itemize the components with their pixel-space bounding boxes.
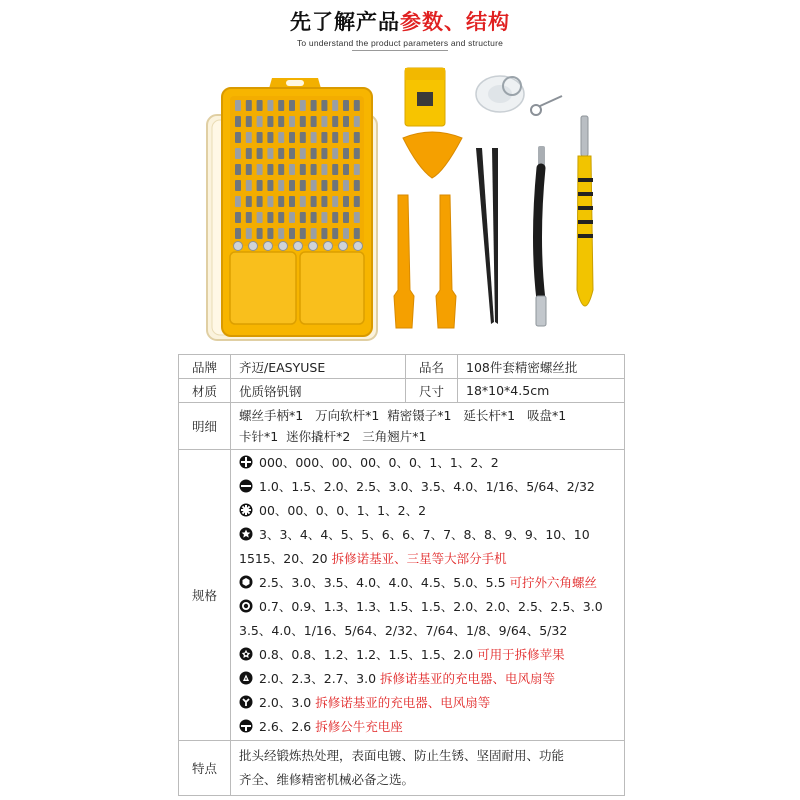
bit (354, 196, 360, 207)
bit (246, 196, 252, 207)
spec-note: 拆修诺基亚的充电器、电风扇等 (315, 695, 491, 710)
spec-row (239, 570, 624, 594)
bit (267, 212, 273, 223)
spec-row (239, 594, 624, 618)
bit (235, 132, 241, 143)
spec-row (239, 690, 624, 714)
bit (311, 212, 317, 223)
socket-bit (354, 242, 363, 251)
pentalobe-icon (239, 647, 253, 661)
bit (332, 228, 338, 239)
bit (354, 132, 360, 143)
bit (321, 180, 327, 191)
spec-table (178, 354, 625, 796)
bit (289, 132, 295, 143)
product-illustration (200, 60, 600, 348)
socket-bit (234, 242, 243, 251)
bit (246, 148, 252, 159)
table-row (179, 355, 625, 379)
feature-label: 特点 (179, 741, 231, 796)
bit (235, 180, 241, 191)
bit (343, 116, 349, 127)
spec-row (239, 618, 624, 642)
socket-row (234, 242, 363, 251)
bit (332, 100, 338, 111)
bit (311, 132, 317, 143)
bit (278, 148, 284, 159)
spec-values: 0.7、0.9、1.3、1.3、1.5、1.5、2.0、2.0、2.5、2.5、3.0 (259, 599, 603, 614)
spec-values: 1515、20、20 (239, 551, 328, 566)
bit (278, 212, 284, 223)
spec-row (239, 522, 624, 546)
bit (257, 228, 263, 239)
suction-cup (476, 76, 524, 112)
bit (300, 116, 306, 127)
feature-line-1: 批头经锻炼热处理，表面电镀、防止生锈、坚固耐用、功能 (239, 748, 565, 763)
bit (246, 228, 252, 239)
spec-values: 2.0、2.3、2.7、3.0 (259, 671, 377, 686)
spec-row (239, 474, 624, 498)
details-line-2: 卡针*1 迷你撬杆*2 三角翘片*1 (239, 429, 427, 444)
hex-socket-icon (239, 575, 253, 589)
triangle-icon (239, 671, 253, 685)
bit (267, 116, 273, 127)
page-header (0, 6, 800, 48)
spec-row (239, 498, 624, 522)
spec-label: 规格 (179, 450, 231, 741)
bit (257, 116, 263, 127)
spec-note: 拆修诺基亚、三星等大部分手机 (331, 551, 507, 566)
bit (257, 180, 263, 191)
spec-row (239, 714, 624, 738)
spec-note: 拆修诺基亚的充电器、电风扇等 (380, 671, 556, 686)
spec-row (239, 546, 624, 570)
socket-bit (309, 242, 318, 251)
spec-values: 1.0、1.5、2.0、2.5、3.0、3.5、4.0、1/16、5/64、2/32 (259, 479, 595, 494)
bit (332, 116, 338, 127)
table-row (179, 741, 625, 796)
socket-bit (279, 242, 288, 251)
bit (311, 164, 317, 175)
bit (343, 132, 349, 143)
spec-values: 3.5、4.0、1/16、5/64、2/32、7/64、1/8、9/64、5/32 (239, 623, 568, 638)
bit (332, 164, 338, 175)
bit (300, 100, 306, 111)
bit (289, 228, 295, 239)
bit (332, 132, 338, 143)
spec-values: 0.8、0.8、1.2、1.2、1.5、1.5、2.0 (259, 647, 474, 662)
bit (289, 164, 295, 175)
bit (311, 196, 317, 207)
bit (300, 228, 306, 239)
bit (278, 228, 284, 239)
bit (267, 196, 273, 207)
bit (343, 148, 349, 159)
bit (311, 180, 317, 191)
bit (257, 164, 263, 175)
bit (235, 100, 241, 111)
bit (354, 100, 360, 111)
title-red-part: 参数、结构 (400, 10, 510, 34)
hex-bit-icon (239, 599, 253, 613)
bit (354, 228, 360, 239)
spec-value (231, 450, 625, 741)
pry-bar-left (394, 195, 414, 328)
sim-pin (531, 96, 562, 115)
bit (321, 132, 327, 143)
bit (300, 196, 306, 207)
bit (289, 212, 295, 223)
bit (354, 164, 360, 175)
bit (278, 132, 284, 143)
spec-values: 2.5、3.0、3.5、4.0、4.0、4.5、5.0、5.5 (259, 575, 506, 590)
details-label: 明细 (179, 403, 231, 450)
spec-values: 3、3、4、4、5、5、6、6、7、7、8、8、9、9、10、10 (259, 527, 590, 542)
bit (257, 100, 263, 111)
bit (267, 100, 273, 111)
bit (257, 212, 263, 223)
bit (289, 100, 295, 111)
bit (267, 148, 273, 159)
spec-values: 2.6、2.6 (259, 719, 312, 734)
bit (235, 164, 241, 175)
bit (321, 212, 327, 223)
bit (343, 212, 349, 223)
tweezers (476, 148, 498, 324)
slotted-icon (239, 479, 253, 493)
bit (343, 180, 349, 191)
bit (257, 132, 263, 143)
bit (311, 228, 317, 239)
bit (278, 116, 284, 127)
bit (246, 100, 252, 111)
bit (321, 196, 327, 207)
spec-note: 可拧外六角螺丝 (509, 575, 598, 590)
screwdriver-handle (577, 116, 593, 306)
details-value (231, 403, 625, 450)
y-tip-icon (239, 695, 253, 709)
bit (300, 180, 306, 191)
bit (278, 180, 284, 191)
bit (332, 148, 338, 159)
bit (354, 116, 360, 127)
bit (332, 180, 338, 191)
bit (321, 164, 327, 175)
pozidriv-icon (239, 503, 253, 517)
pry-bar-right (436, 195, 456, 328)
table-row (179, 379, 625, 403)
bit (267, 180, 273, 191)
bit (354, 148, 360, 159)
feature-value (231, 741, 625, 796)
bit (343, 100, 349, 111)
bit (311, 100, 317, 111)
bit (311, 148, 317, 159)
bit (289, 148, 295, 159)
name-label: 品名 (406, 355, 458, 379)
bit (343, 196, 349, 207)
socket-bit (339, 242, 348, 251)
bit (321, 228, 327, 239)
spec-row (239, 642, 624, 666)
bit (278, 164, 284, 175)
bit (267, 228, 273, 239)
bit (278, 196, 284, 207)
bull-icon (239, 719, 253, 733)
bit (246, 212, 252, 223)
bit (332, 212, 338, 223)
size-value: 18*10*4.5cm (458, 379, 625, 403)
bit (354, 212, 360, 223)
bit (257, 148, 263, 159)
bit (267, 164, 273, 175)
material-label: 材质 (179, 379, 231, 403)
torx-icon (239, 527, 253, 541)
details-line-1: 螺丝手柄*1 万向软杆*1 精密镊子*1 延长杆*1 吸盘*1 (239, 408, 567, 423)
bit (354, 180, 360, 191)
bit (235, 196, 241, 207)
spec-values: 000、000、00、00、0、0、1、1、2、2 (259, 455, 499, 470)
bit (257, 196, 263, 207)
bit-case (222, 78, 372, 336)
bit (246, 132, 252, 143)
bit (289, 116, 295, 127)
bit (300, 148, 306, 159)
bit (235, 116, 241, 127)
bit (289, 196, 295, 207)
socket-bit (324, 242, 333, 251)
brand-label: 品牌 (179, 355, 231, 379)
bit (246, 180, 252, 191)
spec-note: 拆修公牛充电座 (315, 719, 403, 734)
triangle-pick (403, 132, 462, 178)
spec-values: 00、00、0、0、1、1、2、2 (259, 503, 427, 518)
table-row (179, 403, 625, 450)
bit (321, 148, 327, 159)
bit (311, 116, 317, 127)
bit (332, 196, 338, 207)
table-row (179, 450, 625, 741)
feature-line-2: 齐全、维修精密机械必备之选。 (239, 772, 415, 787)
size-label: 尺寸 (406, 379, 458, 403)
bit (235, 228, 241, 239)
bit (300, 132, 306, 143)
socket-bit (249, 242, 258, 251)
page-subtitle: To understand the product parameters and structure (296, 38, 504, 48)
bit (246, 164, 252, 175)
socket-bit (294, 242, 303, 251)
material-value: 优质铬钒钢 (231, 379, 406, 403)
phillips-icon (239, 455, 253, 469)
spec-note: 可用于拆修苹果 (477, 647, 565, 662)
brand-value: 齐迈/EASYUSE (231, 355, 406, 379)
spec-values: 2.0、3.0 (259, 695, 312, 710)
bit (235, 148, 241, 159)
bit (267, 132, 273, 143)
bit (343, 228, 349, 239)
bit (321, 116, 327, 127)
bit (343, 164, 349, 175)
spec-row (239, 450, 624, 474)
bit (246, 116, 252, 127)
bit (300, 164, 306, 175)
flexible-shaft (536, 146, 546, 326)
spec-row (239, 666, 624, 690)
bit (289, 180, 295, 191)
bit (321, 100, 327, 111)
title-underline (352, 50, 448, 51)
bit (235, 212, 241, 223)
socket-bit (264, 242, 273, 251)
page-title (0, 6, 800, 36)
title-black-part: 先了解产品 (290, 10, 400, 34)
bit (278, 100, 284, 111)
bit (300, 212, 306, 223)
magnetizer (405, 68, 445, 126)
name-value: 108件套精密螺丝批 (458, 355, 625, 379)
